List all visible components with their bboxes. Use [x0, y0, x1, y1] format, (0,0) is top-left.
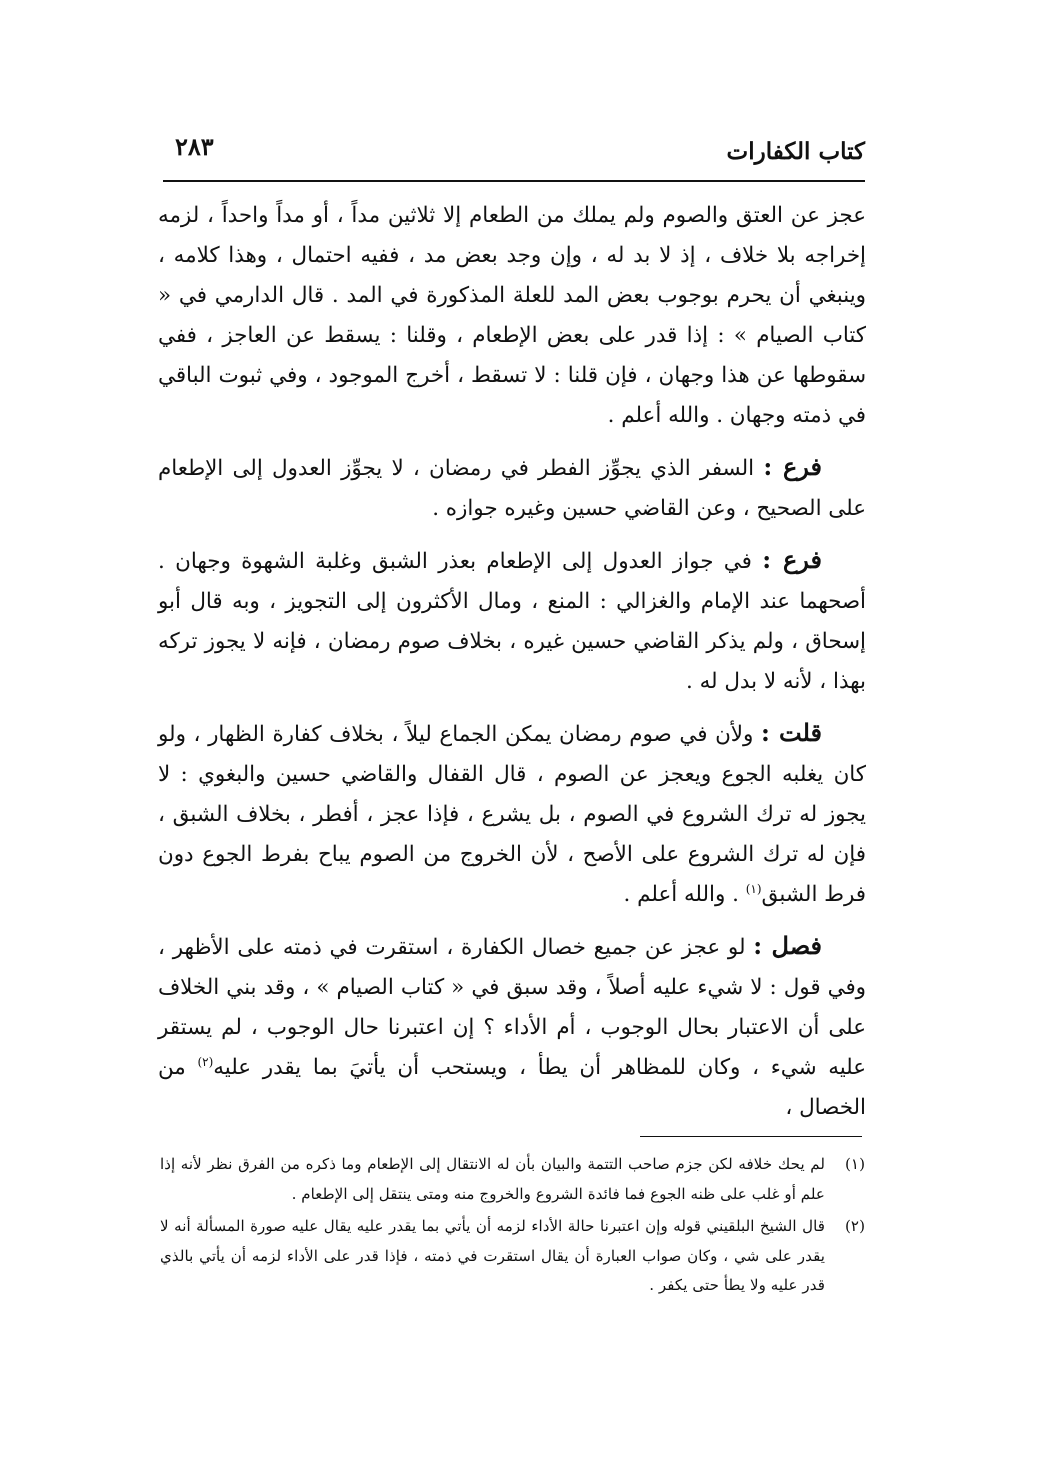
section-lead-fasl: فصل : [753, 931, 822, 960]
paragraph-1-text: عجز عن العتق والصوم ولم يملك من الطعام إلا ثلاثين مداً ، أو مداً واحداً ، لزمه إخراجه بلا خلاف ، إذ لا بد له ، وإن وجد بعض مد ، ففيه احتمال ، وهذا كلامه ، وينبغي أن يحرم بوجوب بعض المد للعلة المذكورة في المد . قال الدارمي في « كتاب الصيام » : إذا قدر على بعض الإطعام ، وقلنا : يسقط عن العاجز ، ففي سقوطها عن هذا وجهان ، فإن قلنا : لا تسقط ، أخرج الموجود ، وفي ثبوت الباقي في ذمته وجهان . والله أعلم . [158, 203, 866, 428]
footnote-2-marker: (٢) [844, 1217, 865, 1235]
footnote-ref-1[interactable]: (١) [745, 881, 762, 896]
paragraph-fasl-end: من الخصال ، [158, 1055, 866, 1120]
page-header [163, 128, 865, 182]
running-title: كتاب الكفارات [726, 138, 865, 165]
footnote-ref-2[interactable]: (٢) [197, 1054, 214, 1069]
page-number: ٢٨٣ [175, 132, 214, 161]
footnote-2-text: قال الشيخ البلقيني قوله وإن اعتبرنا حالة الأداء لزمه أن يأتي بما يقدر عليه يقال عليه صورة المسألة أنه لا يقدر على شي ، وكان صواب العبارة أن يقال استقرت في ذمته ، فإذا قدر على الأداء لزمه أن يأتي بالذي قدر عليه ولا يطأ حتى يكفر . [160, 1217, 825, 1294]
section-lead-far-2: فرع : [762, 545, 822, 574]
footnote-1-text: لم يحك خلافه لكن جزم صاحب التتمة والبيان بأن له الانتقال إلى الإطعام وما ذكره من الفرق نظر لأنه إذا علم أو غلب على ظنه الجوع فما فائدة الشروع والخروج منه ومتى ينتقل إلى الإطعام . [160, 1155, 825, 1203]
footnote-divider [640, 1136, 862, 1137]
footnote-2 [160, 1212, 865, 1301]
paragraph-qult [158, 713, 866, 915]
paragraph-fasl [158, 926, 866, 1128]
paragraph-qult-end: . والله أعلم . [623, 882, 746, 907]
paragraph-far-1-text: السفر الذي يجوِّز الفطر في رمضان ، لا يجوِّز العدول إلى الإطعام على الصحيح ، وعن القاضي حسين وغيره جوازه . [158, 456, 866, 521]
paragraph-qult-text: ولأن في صوم رمضان يمكن الجماع ليلاً ، بخلاف كفارة الظهار ، ولو كان يغلبه الجوع ويعجز عن الصوم ، قال القفال والقاضي حسين والبغوي : لا يجوز له ترك الشروع في الصوم ، بل يشرع ، فإذا عجز ، أفطر ، بخلاف الشبق ، فإن له ترك الشروع على الأصح ، لأن الخروج من الصوم يباح بفرط الجوع دون فرط الشبق [158, 722, 866, 907]
footnote-1 [160, 1150, 865, 1209]
main-text [158, 196, 866, 1139]
paragraph-far-2 [158, 540, 866, 702]
paragraph-1 [158, 196, 866, 436]
section-lead-qult: قلت : [760, 718, 822, 747]
footnotes [160, 1150, 865, 1304]
paragraph-far-1 [158, 447, 866, 529]
section-lead-far-1: فرع : [763, 452, 823, 481]
footnote-1-marker: (١) [844, 1155, 865, 1173]
paragraph-far-2-text: في جواز العدول إلى الإطعام بعذر الشبق وغلبة الشهوة وجهان . أصحهما عند الإمام والغزالي : المنع ، ومال الأكثرون إلى التجويز ، وبه قال أبو إسحاق ، ولم يذكر القاضي حسين غيره ، بخلاف صوم رمضان ، فإنه لا يجوز تركه بهذا ، لأنه لا بدل له . [158, 549, 866, 694]
paragraph-fasl-text: لو عجز عن جميع خصال الكفارة ، استقرت في ذمته على الأظهر ، وفي قول : لا شيء عليه أصلاً ، وقد سبق في « كتاب الصيام » ، وقد بني الخلاف على أن الاعتبار بحال الوجوب ، أم الأداء ؟ إن اعتبرنا حال الوجوب ، لم يستقر عليه شيء ، وكان للمظاهر أن يطأ ، ويستحب أن يأتيَ بما يقدر عليه [158, 935, 866, 1080]
